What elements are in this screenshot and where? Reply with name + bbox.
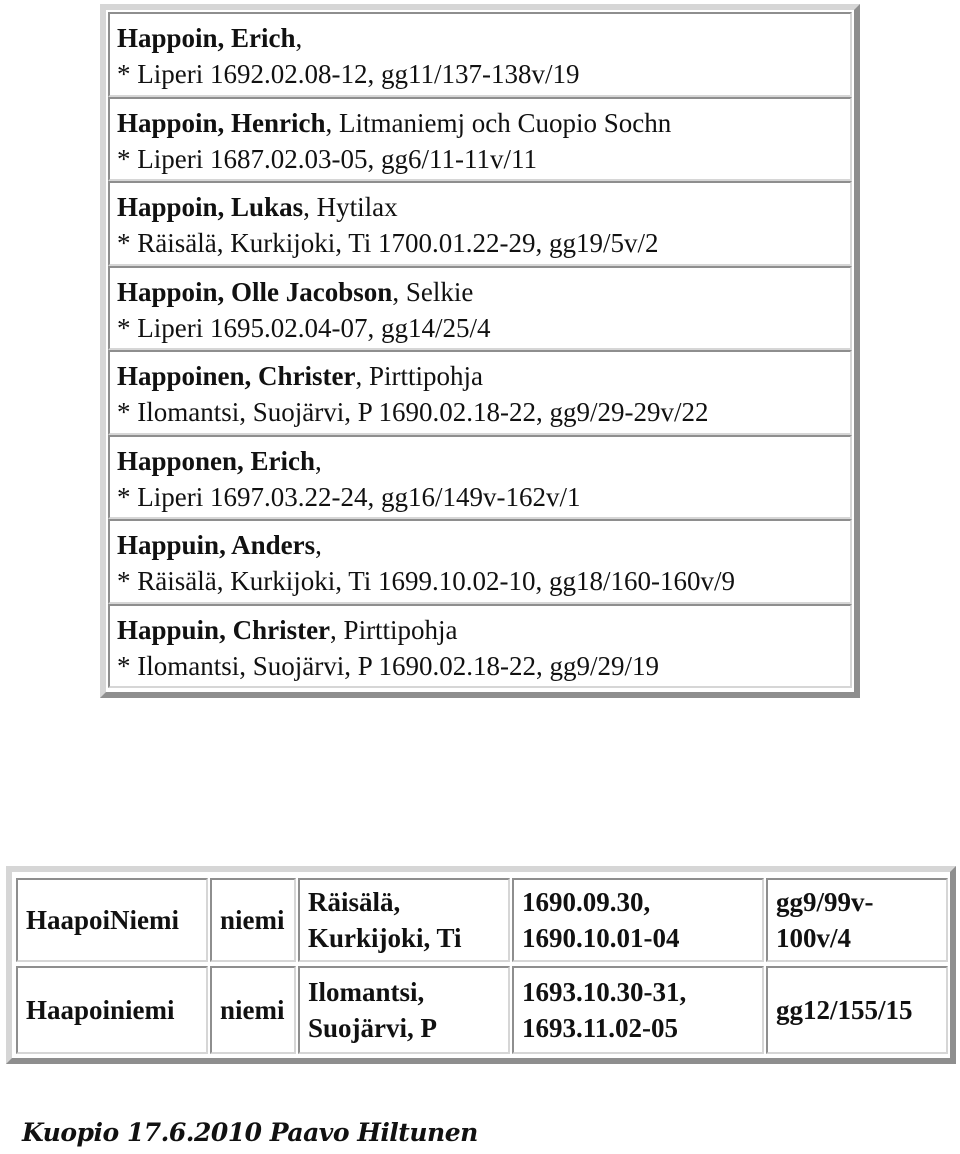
entry-place: , Pirttipohja [330,614,458,645]
entry-row [108,12,852,97]
table-cell-text: Haapoiniemi [26,995,175,1025]
table-cell-text: gg12/155/15 [776,995,913,1025]
entry-detail: * Liperi 1692.02.08-12, gg11/137-138v/19 [117,59,580,89]
entry-row [108,604,852,689]
table-cell-text: Suojärvi, P [308,1013,438,1043]
table-cell-text: 1693.10.30-31, [522,977,687,1007]
entry-detail: * Liperi 1697.03.22-24, gg16/149v-162v/1 [117,481,581,512]
table-cell-text: gg9/99v- [776,887,874,917]
table-cell-name [16,878,208,962]
table-cell-text: 1690.09.30, [522,887,651,917]
table-cell-date [512,878,764,962]
entry-row [108,519,852,604]
entry-name: Happuin, Anders [117,530,316,560]
table-cell-name [16,966,208,1054]
signature: Kuopio 17.6.2010 Paavo Hiltunen [22,1118,478,1147]
table-cell-type [210,966,296,1054]
entry-detail: * Ilomantsi, Suojärvi, P 1690.02.18-22, gg9/29/19 [117,650,659,681]
table-cell-date [512,966,764,1054]
entry-row [108,181,852,266]
entry-detail: * Liperi 1687.02.03-05, gg6/11-11v/11 [117,143,537,174]
table-cell-text: Ilomantsi, [308,977,425,1007]
entry-detail: * Räisälä, Kurkijoki, Ti 1699.10.02-10, gg18/160-160v/9 [117,566,736,596]
entry-name: Happonen, Erich [117,445,316,476]
entry-detail: * Räisälä, Kurkijoki, Ti 1700.01.22-29, gg19/5v/2 [117,228,659,258]
table-cell-text: 1690.10.01-04 [522,923,680,953]
entry-place: , [315,530,322,560]
table-cell-place [298,966,510,1054]
entry-name: Happoin, Lukas [117,192,304,222]
entry-name: Happuin, Christer [117,614,331,645]
entries-table [100,4,860,698]
place-names-table [6,866,956,1064]
entry-place: , Selkie [392,276,474,307]
table-cell-text: 1693.11.02-05 [522,1013,679,1043]
entry-row [108,435,852,520]
table-cell-text: Räisälä, [308,887,401,917]
table-cell-text: HaapoiNiemi [26,905,179,935]
entry-row [108,266,852,351]
entry-name: Happoin, Erich [117,23,296,53]
entry-place: , Pirttipohja [355,361,484,391]
table-cell-text: niemi [220,905,285,935]
entry-name: Happoinen, Christer [117,361,356,391]
entry-place: , Litmaniemj och Cuopio Sochn [325,107,672,138]
entry-place: , Hytilax [303,192,398,222]
table-cell-place [298,878,510,962]
entry-place: , [295,23,303,53]
table-cell-ref [766,878,948,962]
table-cell-type [210,878,296,962]
entry-name: Happoin, Olle Jacobson [117,276,393,307]
table-cell-ref [766,966,948,1054]
entry-row [108,97,852,182]
entry-row [108,350,852,435]
entry-detail: * Ilomantsi, Suojärvi, P 1690.02.18-22, gg9/29-29v/22 [117,397,709,427]
entry-detail: * Liperi 1695.02.04-07, gg14/25/4 [117,312,491,343]
entry-place: , [315,445,322,476]
table-cell-text: niemi [220,995,285,1025]
table-cell-text: 100v/4 [776,923,852,953]
entry-name: Happoin, Henrich [117,107,326,138]
table-cell-text: Kurkijoki, Ti [308,923,462,953]
